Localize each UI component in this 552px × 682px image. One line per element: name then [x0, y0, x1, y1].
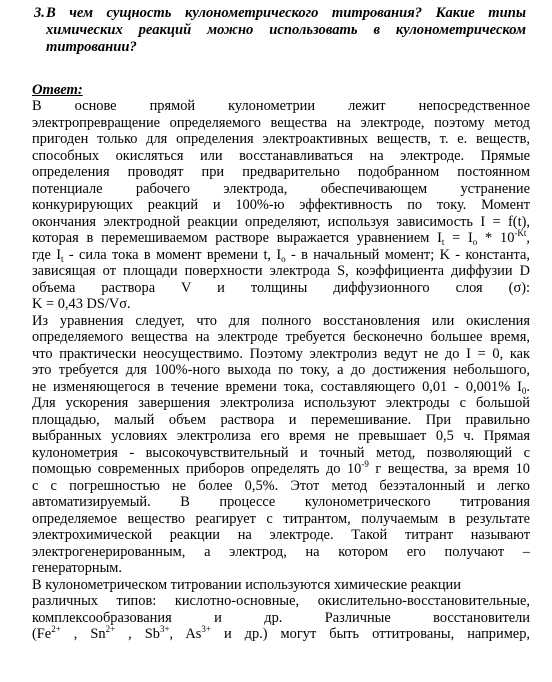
answer-body	[32, 98, 530, 643]
text-line: это требуется для 100%-ного выхода по току, а до достижения небольшого,	[32, 362, 530, 378]
question-number: 3.	[34, 5, 45, 21]
text-line: кулонометрия - высокочувствительный и точный метод, позволяющий с	[32, 444, 530, 461]
text-line: определяемое вещество реагирует с титрантом, получаемым в результате	[32, 510, 530, 527]
text-line: комплексообразования и др. Различные восстановители	[32, 609, 530, 626]
text-line: автоматизируемый. В процессе кулонометрического титрования	[32, 494, 530, 510]
question-heading	[34, 5, 526, 56]
text-line: электрогенерированным, а электрод, на котором его получают –	[32, 543, 530, 560]
text-line: Для ускорения завершения электролиза используют электроды с большой	[32, 395, 530, 411]
text-line: что практически неосуществимо. Поэтому электролиз ведут не до I = 0, как	[32, 345, 530, 362]
text-line: окончания электродной реакции определяют, используя зависимость I = f(t),	[32, 213, 530, 230]
text-line: Из уравнения следует, что для полного восстановления или окисления	[32, 312, 530, 329]
text-line: помощью современных приборов определять до $10^{-9}$ г вещества, за время 10	[32, 459, 530, 477]
formula-line: K = 0,43 DS/Vσ.	[32, 296, 131, 312]
text-line: зависящая от площади поверхности электрода S, коэффициента диффузии D	[32, 263, 530, 279]
text-line: пригоден только для определения электроактивных веществ, т. е. веществ,	[32, 131, 530, 147]
text-line: которая в перемешиваемом растворе выражается уравнением $I_t = I_o * 10^{-Kt}$,	[32, 228, 530, 247]
text-line: с с погрешностью не более 0,5%. Этот метод безэталонный и легко	[32, 477, 530, 494]
question-text: В чем сущность кулонометрического титрования? Какие типы химических реакций можно использовать в кулонометрическом титровании?	[46, 5, 526, 55]
text-line: ($Fe^{2+}$ , $Sn^{2+}$ , $Sb^{3+}$, $As^{3+}$ и др.) могут быть оттитрованы, например,	[32, 624, 530, 642]
text-line: способных окисляться или восстанавливаться на электроде. Прямые	[32, 147, 530, 164]
text-line: генераторным.	[32, 560, 122, 576]
text-line: конкурирующих реакций и 100%-ю эффективность по току. Момент	[32, 197, 530, 213]
text-line: определяемого вещества на электроде требуется бесконечно большее время,	[32, 329, 530, 345]
text-line: площадью, малый объем раствора и перемешивание. При правильно	[32, 411, 530, 428]
text-line: где $I_t$ - сила тока в момент времени t, $I_o$ - в начальный момент; K - константа,	[32, 246, 530, 264]
answer-label: Ответ:	[32, 82, 83, 98]
text-line: В основе прямой кулонометрии лежит непосредственное	[32, 98, 530, 114]
text-line: электрохимической реакции на электроде. Такой титрант называют	[32, 527, 530, 543]
text-line: выбранных условиях электролиза его время не превышает 0,5 ч. Прямая	[32, 428, 530, 444]
text-line: определения проводят при предварительно подобранном постоянном	[32, 164, 530, 180]
text-line: потенциале рабочего электрода, обеспечивающем устранение	[32, 180, 530, 197]
text-line: не изменяющегося в течение времени тока, составляющего 0,01 - 0,001% $I_0$.	[32, 378, 530, 396]
text-line: объема раствора V и толщины диффузионного слоя (σ):	[32, 279, 530, 296]
text-line: различных типов: кислотно-основные, окислительно-восстановительные,	[32, 593, 530, 609]
text-line: В кулонометрическом титровании используются химические реакции	[32, 576, 461, 593]
text-line: электропревращение определяемого вещества на электроде, поэтому метод	[32, 114, 530, 131]
